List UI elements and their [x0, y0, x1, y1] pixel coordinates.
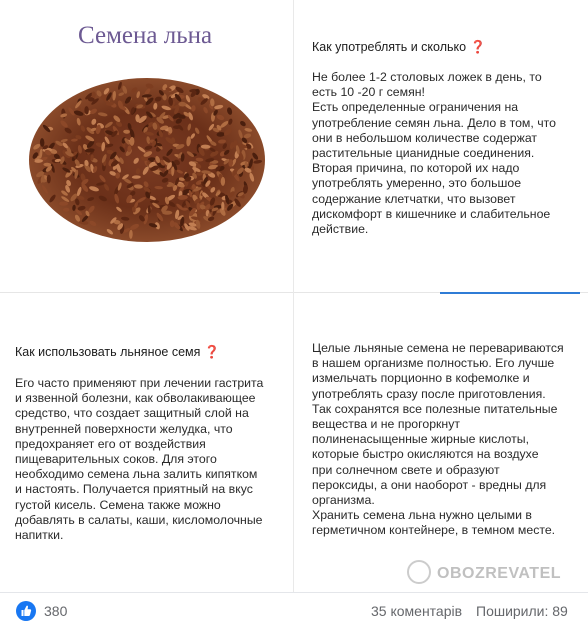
- comments-link[interactable]: 35 коментарів: [371, 603, 463, 619]
- text-line: напитки.: [15, 528, 64, 543]
- text-line: вещества и не прогоркнут: [312, 417, 460, 432]
- text-line: необходимо семена льна залить кипятком: [15, 467, 258, 482]
- usage-heading-text: Как использовать льняное семя: [15, 345, 201, 359]
- dosage-heading: [312, 40, 486, 55]
- dosage-heading-text: Как употреблять и сколько: [312, 40, 467, 54]
- text-line: дискомфорт в кишечнике и слабительное: [312, 206, 551, 221]
- text-line: при солнечном свете и образуют: [312, 462, 500, 477]
- text-line: измельчать порционно в кофемолке и: [312, 371, 530, 386]
- post-footer: [0, 592, 588, 633]
- post-title: Семена льна: [78, 22, 213, 49]
- text-line: употреблять умеренно, это большое: [312, 176, 522, 191]
- panel-dosage: [297, 0, 588, 290]
- shares-link[interactable]: Поширили: 89: [476, 603, 568, 619]
- text-line: полиненасыщенные жирные кислоты,: [312, 432, 529, 447]
- text-line: Не более 1-2 столовых ложек в день, то: [312, 70, 542, 84]
- text-line: употребление семян льна. Дело в том, что: [312, 115, 556, 130]
- seed-grain: [47, 175, 51, 184]
- seed-grain: [59, 202, 68, 206]
- panel-usage: [0, 296, 290, 590]
- text-line: Его часто применяют при лечении гастрита: [15, 376, 264, 390]
- text-line: растительные цианидные соединения.: [312, 146, 535, 161]
- usage-text: [15, 376, 263, 543]
- text-line: средство, что создает защитный слой на: [15, 406, 249, 421]
- text-line: употреблять сразу после приготовления.: [312, 386, 546, 401]
- storage-text: [312, 341, 564, 539]
- text-line: организма.: [312, 493, 375, 508]
- text-line: в нашем организме полностью. Его лучше: [312, 356, 555, 371]
- usage-heading: [15, 345, 220, 360]
- panel-storage: [297, 296, 588, 590]
- text-line: пищеварительных соков. Для этого: [15, 452, 217, 467]
- watermark-text: OBOZREVATEL: [437, 565, 562, 582]
- text-line: Целые льняные семена не перевариваются: [312, 341, 564, 355]
- seed-grain: [221, 202, 224, 210]
- watermark-logo-icon: [407, 560, 431, 584]
- panel-title-image: [0, 0, 290, 290]
- text-line: есть 10 -20 г семян!: [312, 85, 425, 100]
- flax-seeds-image: [22, 70, 272, 255]
- text-line: внутренней поверхности желудка, что: [15, 421, 233, 436]
- text-line: пероксиды, а они наоборот - вредны для: [312, 477, 547, 492]
- accent-rule: [440, 292, 580, 294]
- text-line: и язвенной болезни, как обволакивающее: [15, 391, 256, 406]
- question-mark-icon: ❓: [470, 40, 486, 54]
- text-line: содержание клетчатки, что вызовет: [312, 191, 516, 206]
- text-line: герметичном контейнере, в темном месте.: [312, 523, 556, 538]
- text-line: густой кисель. Семена также можно: [15, 497, 221, 512]
- text-line: Так сохранятся все полезные питательные: [312, 401, 558, 416]
- like-icon[interactable]: [16, 601, 36, 621]
- text-line: и настоять. Получается приятный на вкус: [15, 482, 253, 497]
- like-count[interactable]: 380: [44, 603, 68, 619]
- seed-grain: [150, 200, 159, 203]
- text-line: Хранить семена льна нужно целыми в: [312, 508, 532, 523]
- text-line: действие.: [312, 222, 369, 237]
- text-line: они в небольшом количестве содержат: [312, 130, 538, 145]
- dosage-text: [312, 70, 556, 237]
- text-line: которые быстро окисляются на воздухе: [312, 447, 539, 462]
- text-line: добавлять в салаты, каши, кисломолочные: [15, 512, 263, 527]
- text-line: Вторая причина, по которой их надо: [312, 161, 520, 176]
- divider-vertical: [293, 0, 294, 592]
- text-line: предохраняет его от воздействия: [15, 436, 206, 451]
- question-mark-icon: ❓: [204, 345, 220, 359]
- text-line: Есть определенные ограничения на: [312, 100, 519, 115]
- seed-grain: [63, 208, 69, 212]
